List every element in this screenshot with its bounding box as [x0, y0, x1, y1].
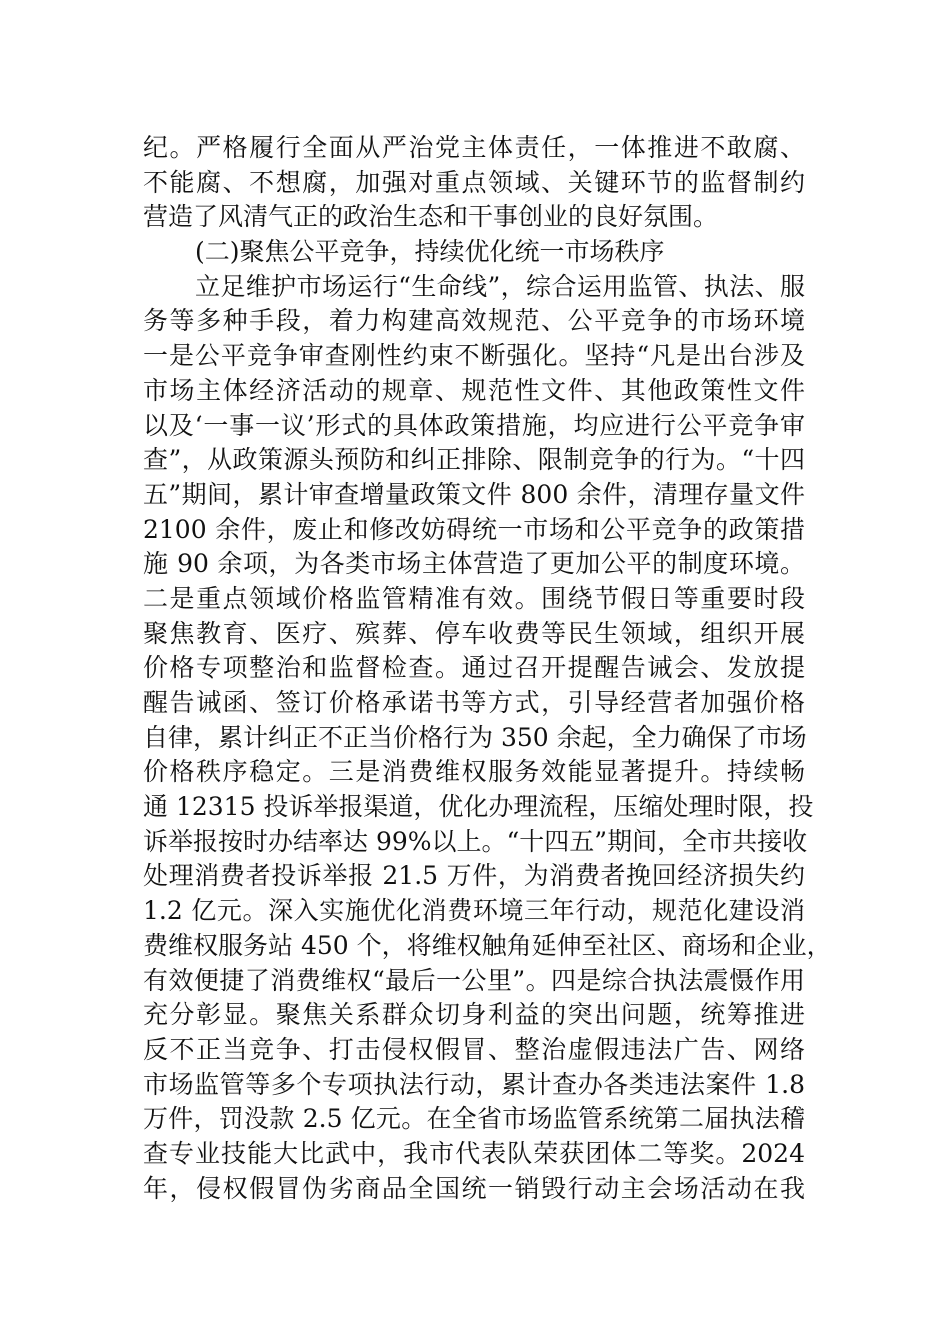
- text-line: 万件，罚没款 2.5 亿元。在全省市场监管系统第二届执法稽: [143, 1104, 805, 1134]
- text-line: 市场主体经济活动的规章、规范性文件、其他政策性文件: [143, 375, 805, 405]
- text-line: 务等多种手段，着力构建高效规范、公平竞争的市场环境: [143, 306, 805, 336]
- text-line: 价格专项整治和监督检查。通过召开提醒告诫会、发放提: [143, 653, 805, 683]
- text-line: 立足维护市场运行“生命线”，综合运用监管、执法、服: [195, 271, 805, 301]
- text-line: 二是重点领域价格监管精准有效。围绕节假日等重要时段: [143, 583, 805, 613]
- text-line: 诉举报按时办结率达 99%以上。“十四五”期间，全市共接收: [143, 826, 808, 856]
- text-line: 价格秩序稳定。三是消费维权服务效能显著提升。持续畅: [143, 757, 805, 787]
- text-line: 反不正当竞争、打击侵权假冒、整治虚假违法广告、网络: [143, 1034, 805, 1064]
- text-line: 费维权服务站 450 个，将维权触角延伸至社区、商场和企业，: [143, 930, 832, 960]
- section-heading: (二)聚焦公平竞争，持续优化统一市场秩序: [195, 237, 665, 267]
- text-line: 醒告诫函、签订价格承诺书等方式，引导经营者加强价格: [143, 688, 805, 717]
- text-line: 年，侵权假冒伪劣商品全国统一销毁行动主会场活动在我: [143, 1173, 805, 1203]
- text-line: 营造了风清气正的政治生态和干事创业的良好氛围。: [143, 202, 719, 232]
- text-line: 市场监管等多个专项执法行动，累计查办各类违法案件 1.8: [143, 1069, 805, 1099]
- text-line: 自律，累计纠正不正当价格行为 350 余起，全力确保了市场: [143, 722, 807, 752]
- text-line: 通 12315 投诉举报渠道，优化办理流程，压缩处理时限，投: [143, 792, 814, 822]
- text-line: 2100 余件，废止和修改妨碍统一市场和公平竞争的政策措: [143, 514, 805, 544]
- text-line: 查”，从政策源头预防和纠正排除、限制竞争的行为。“十四: [143, 445, 805, 475]
- text-line: 充分彰显。聚焦关系群众切身利益的突出问题，统筹推进: [143, 1000, 805, 1030]
- text-line: 以及‘一事一议’形式的具体政策措施，均应进行公平竞争审: [143, 410, 805, 440]
- text-line: 五”期间，累计审查增量政策文件 800 余件，清理存量文件: [143, 479, 805, 509]
- text-line: 一是公平竞争审查刚性约束不断强化。坚持“凡是出台涉及: [143, 341, 805, 371]
- text-line: 聚焦教育、医疗、殡葬、停车收费等民生领域，组织开展: [143, 618, 805, 648]
- text-line: 施 90 余项，为各类市场主体营造了更加公平的制度环境。: [143, 549, 805, 579]
- text-line: 处理消费者投诉举报 21.5 万件，为消费者挽回经济损失约: [143, 861, 805, 891]
- text-line: 有效便捷了消费维权“最后一公里”。四是综合执法震慑作用: [143, 965, 805, 995]
- text-line: 不能腐、不想腐，加强对重点领域、关键环节的监督制约: [143, 167, 805, 197]
- document-page: [143, 131, 832, 1206]
- text-line: 查专业技能大比武中，我市代表队荣获团体二等奖。2024: [143, 1138, 805, 1168]
- text-line: 纪。严格履行全面从严治党主体责任，一体推进不敢腐、: [143, 133, 805, 162]
- text-line: 1.2 亿元。深入实施优化消费环境三年行动，规范化建设消: [143, 896, 805, 926]
